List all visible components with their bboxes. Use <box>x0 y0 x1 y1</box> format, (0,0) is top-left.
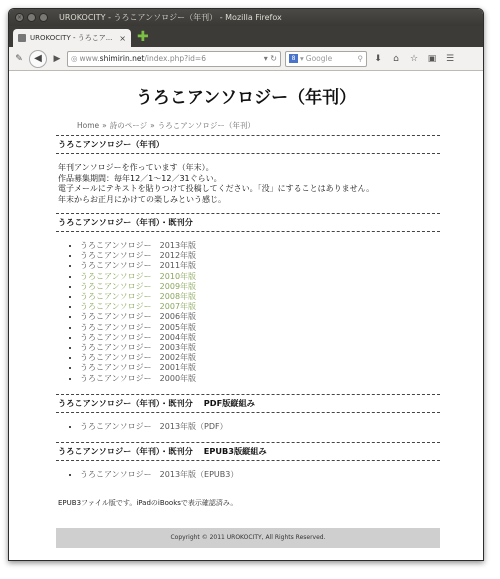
intro-line: 電子メールにテキストを貼りつけて投稿してください。「没」にすることはありません。 <box>58 184 375 193</box>
navigation-bar <box>9 47 483 71</box>
search-engine-dropdown-icon[interactable]: ▾ <box>300 54 304 63</box>
tab-label: UROKOCITY - うろこア... <box>30 34 113 42</box>
intro-text <box>56 154 440 213</box>
minimize-window-button[interactable] <box>27 13 36 22</box>
issue-link[interactable]: うろこアンソロジー 2010年版 <box>80 271 197 281</box>
pdf-list <box>56 422 440 432</box>
section-heading-epub: うろこアンソロジー（年刊）・既刊分 EPUB3版縦組み <box>56 442 440 461</box>
maximize-window-button[interactable] <box>39 13 48 22</box>
breadcrumb-current: うろこアンソロジー（年刊） <box>157 121 255 130</box>
forward-button[interactable]: ▶ <box>53 53 61 64</box>
google-icon[interactable]: 8 <box>289 54 298 63</box>
issue-link[interactable]: うろこアンソロジー 2001年版 <box>80 363 197 373</box>
breadcrumb-home[interactable]: Home <box>77 121 100 130</box>
issue-link[interactable]: うろこアンソロジー 2012年版 <box>80 251 197 261</box>
issue-link[interactable]: うろこアンソロジー 2000年版 <box>80 373 197 383</box>
url-bar[interactable] <box>67 51 281 67</box>
search-icon[interactable]: ⚲ <box>357 54 363 63</box>
menu-icon[interactable]: ☰ <box>445 53 455 64</box>
issue-link[interactable]: うろこアンソロジー 2009年版 <box>80 281 197 291</box>
tab-close-icon[interactable]: × <box>119 33 126 43</box>
list-item <box>80 333 440 343</box>
section-heading-pdf: うろこアンソロジー（年刊）・既刊分 PDF版縦組み <box>56 394 440 413</box>
page-content <box>9 71 483 561</box>
page-favicon-icon <box>18 34 26 42</box>
home-icon[interactable]: ⌂ <box>393 53 399 64</box>
list-item <box>80 302 440 312</box>
tab-strip <box>9 26 483 47</box>
issue-link[interactable]: うろこアンソロジー 2006年版 <box>80 312 197 322</box>
list-item <box>80 282 440 292</box>
list-item <box>80 323 440 333</box>
issue-link[interactable]: うろこアンソロジー 2008年版 <box>80 292 197 302</box>
issue-link[interactable]: うろこアンソロジー 2003年版 <box>80 343 197 353</box>
intro-line: 作品募集期間：毎年12／1〜12／31ぐらい。 <box>58 173 222 183</box>
issue-link[interactable]: うろこアンソロジー 2004年版 <box>80 332 197 342</box>
issue-link[interactable]: うろこアンソロジー 2002年版 <box>80 353 197 363</box>
url-text[interactable]: www.shimirin.net/index.php?id=6 <box>79 54 206 63</box>
list-item <box>80 422 440 432</box>
list-item <box>80 261 440 271</box>
browser-window <box>8 8 484 561</box>
search-input[interactable]: Google <box>305 54 333 63</box>
search-bar[interactable] <box>285 51 367 67</box>
list-item <box>80 374 440 384</box>
bookmarks-menu-icon[interactable]: ▣ <box>427 53 437 64</box>
issue-link[interactable]: うろこアンソロジー 2011年版 <box>80 261 197 271</box>
list-item <box>80 241 440 251</box>
new-tab-icon[interactable]: ✚ <box>137 29 149 45</box>
tab-active[interactable] <box>13 29 131 47</box>
epub-note: EPUB3ファイル版です。iPadのiBooksで表示確認済み。 <box>58 499 238 508</box>
list-item <box>80 353 440 363</box>
close-window-button[interactable]: × <box>16 14 23 21</box>
breadcrumb-poems[interactable]: 詩のページ <box>109 121 148 130</box>
footer: Copyright © 2011 UROKOCITY, All Rights Reserved. <box>56 528 440 548</box>
section-heading-back-issues: うろこアンソロジー（年刊）・既刊分 <box>56 213 440 232</box>
list-item <box>80 470 440 480</box>
puzzle-icon[interactable]: ✎ <box>15 53 23 64</box>
title-bar <box>9 9 483 26</box>
list-item <box>80 272 440 282</box>
main-content <box>56 135 440 548</box>
page-title: うろこアンソロジー（年刊） <box>135 88 357 108</box>
list-item <box>80 251 440 261</box>
issue-link[interactable]: うろこアンソロジー 2005年版 <box>80 322 197 332</box>
window-title: UROKOCITY - うろこアンソロジー（年刊） - Mozilla Firefox <box>59 13 282 22</box>
issue-link[interactable]: うろこアンソロジー 2013年版（EPUB3） <box>80 470 239 480</box>
intro-line: 年末からお正月にかけての楽しみという感じ。 <box>58 194 226 204</box>
list-item <box>80 312 440 322</box>
bookmark-star-icon[interactable]: ☆ <box>409 53 419 64</box>
back-button[interactable]: ◀ <box>29 50 47 68</box>
intro-line: 年刊アンソロジーを作っています（年末）。 <box>58 163 214 172</box>
list-item <box>80 363 440 373</box>
issue-link[interactable]: うろこアンソロジー 2013年版 <box>80 241 197 250</box>
download-icon[interactable]: ⬇ <box>374 53 382 64</box>
globe-icon: ◎ <box>71 54 78 63</box>
reload-icon[interactable]: ▾ ↻ <box>263 54 277 63</box>
issue-link[interactable]: うろこアンソロジー 2013年版（PDF） <box>80 421 228 431</box>
epub-list <box>56 470 440 480</box>
list-item <box>80 343 440 353</box>
breadcrumb: Home » 詩のページ » うろこアンソロジー（年刊） <box>77 121 255 130</box>
section-heading-anthology: うろこアンソロジー（年刊） <box>56 135 440 154</box>
list-item <box>80 292 440 302</box>
issue-link[interactable]: うろこアンソロジー 2007年版 <box>80 302 197 312</box>
back-issues-list <box>56 241 440 384</box>
